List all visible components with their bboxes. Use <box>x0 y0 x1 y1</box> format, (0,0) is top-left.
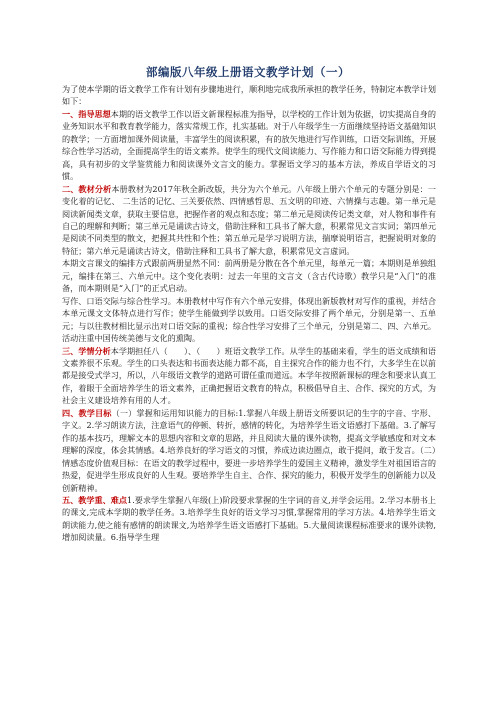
section-heading: 三、学情分析 <box>62 345 111 356</box>
section-key-difficult-points <box>62 494 436 544</box>
section-student-analysis <box>62 345 436 407</box>
section-text: 本期的语文教学工作以语文新课程标准为指导，以学校的工作计划为依据，切实提高自身的业务知识水平和教育教学能力，落实常规工作，扎实基础。对于八年级学生一方面继续坚持语文基础知识的教学；一方面增加课外阅读量，丰富学生的阅读积累，有的放矢地进行写作训练，口语交际训练，开展综合性学习活动，全面提高学生的语文素养。使学生的现代文阅读能力、写作能力和口语交际能力得到提高，具有初步的文学鉴赏能力和阅读课外文言文的能力。掌握语文学习的基本方法，养成自学语文的习惯。 <box>62 108 436 182</box>
section-heading: 四、教学目标 <box>62 407 112 418</box>
section-teaching-goals <box>62 407 436 494</box>
paragraph-classical-chinese <box>62 257 436 294</box>
section-text: （一）掌握和运用知识能力的目标:1.掌握八年级上册语文所要识记的生字的字音、字形、字义。2.学习朗读方法，注意语气的停顿、转折，感情的转化，为培养学生语文语感打下基础。3.了解写作的基本技巧，理解文本的思想内容和文章的思路，并且阅读大量的课外读物，提高文学敏感度和对文本理解的深度，体会其情感。4.培养良好的学习语文的习惯，养成边读边圈点，敢于提问，敢于发言。（二）情感态度价值观目标：在语文的教学过程中，要进一步培养学生的爱国主义精神，激发学生对祖国语言的热爱，促进学生形成良好的人生观。要培养学生自主、合作、探究的能力，积极开发学生的创新能力以及创新精神。 <box>62 407 436 493</box>
section-textbook-analysis <box>62 183 436 258</box>
section-text: 本册教材为2017年秋全新改版，共分为六个单元。八年级上册六个单元的专题分别是：一变化着的记忆、 二生活的记忆、三关要依然、四情感哲思、五文明的印迹、六情操与志趣。第一单元是阅读新闻类文章，获取主要信息，把握作者的观点和态度；第二单元是阅读传记类文章，对人物和事件有自己的理解和判断；第三单元是诵读古诗文，借助注释和工具书了解大意，积累常见文言实词；第四单元是阅读不同类型的散文，把握其共性和个性；第五单元是学习说明方法，揣摩说明语言，把握说明对象的特征；第六单元是诵读古诗文，借助注释和工具书了解大意，积累常见文言虚词。 <box>62 183 436 256</box>
section-text: 本学期担任八（ ）、（ ）班语文教学工作。从学生的基础来看，学生的语文成绩和语文素养很不乐观。学生的口头表达和书面表达能力都不高，自主探究合作的能力也不行，大多学生在以前都是接受式学习，所以，八年级语文教学的道路可谓任重而道远。本学年按照新课标的理念和要求认真工作，着眼于全面培养学生的语文素养，正确把握语文教育的特点，积极倡导自主、合作、探究的方式，为社会主义建设培养有用的人才。 <box>62 345 436 406</box>
document-title: 部编版八年级上册语文教学计划（一） <box>146 65 350 79</box>
paragraph-writing-speaking <box>62 295 436 345</box>
document-body <box>62 83 436 544</box>
section-heading: 五、教学重、难点 <box>62 494 128 505</box>
section-text: 本期文言课文的编排方式跟前两册显然不同：前两册是分散在各个单元里，每单元一篇；本期则是单独组元，编排在第三、六单元中。这个变化表明：过去一年里的文言文（含古代诗歌）教学只是“入门”的准备，而本期则是“入门”的正式启动。 <box>62 258 436 294</box>
section-text: 1.要求学生掌握八年级(上)阶段要求掌握的生字词的音义,并学会运用。2.学习本册书上的课文,完成本学期的教学任务。3.培养学生良好的语文学习习惯,掌握常用的学习方法。4.培养学生语文朗读能力,使之能有感情的朗读课文,为培养学生语文语感打下基础。5.大量阅读课程标准要求的课外读物,增加阅读量。6.指导学生理 <box>62 494 436 543</box>
section-heading: 二、教材分析 <box>62 183 112 194</box>
intro-paragraph: 为了使本学期的语文教学工作有计划有步骤地进行，顺利地完成我所承担的教学任务，特制定本教学计划如下： <box>62 84 436 107</box>
section-guiding-thought <box>62 108 436 183</box>
section-heading: 一、指导思想 <box>62 108 111 119</box>
section-text: 写作、口语交际与综合性学习。本册教材中写作有六个单元安排，体现出新版教材对写作的重视，并结合本单元课文文体特点进行写作；使学生能做到学以致用。口语交际安排了两个单元，分别是第一、五单元；与以往教材相比显示出对口语交际的重视；综合性学习安排了三个单元，分别是第二、四、六单元。活动注重中国传统美德与文化的熏陶。 <box>62 295 436 344</box>
